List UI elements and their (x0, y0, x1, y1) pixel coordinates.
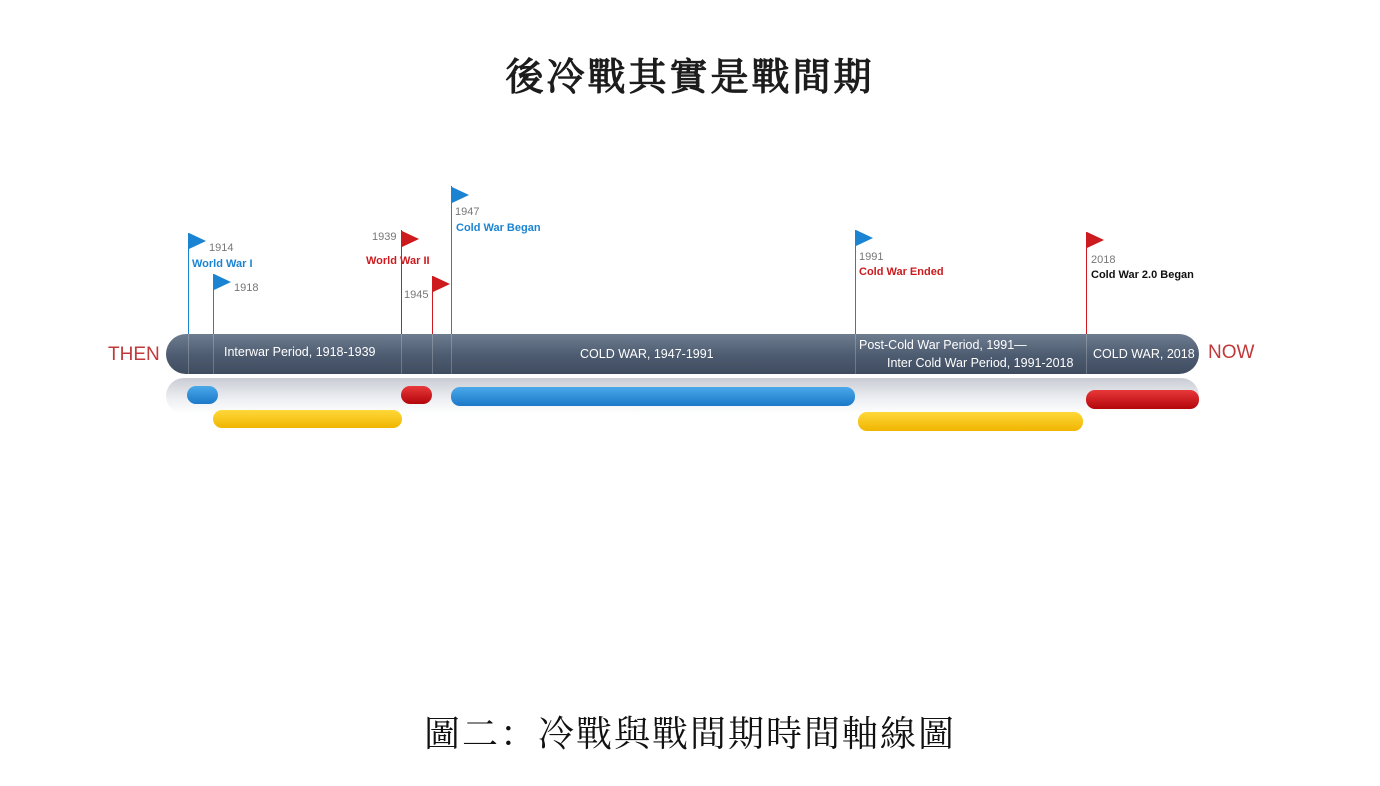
flag-icon (189, 233, 206, 249)
event-cold-war-ended: Cold War Ended (859, 266, 944, 278)
flag-icon (433, 276, 450, 292)
flag-icon (1087, 232, 1104, 248)
flag-icon (856, 230, 873, 246)
now-label: NOW (1208, 342, 1255, 363)
figure-caption: 圖二：冷戰與戰間期時間軸線圖 (423, 714, 956, 755)
year-1991: 1991 (859, 251, 884, 263)
timeline-divider (451, 334, 452, 374)
post-cold-war-period-label: Post-Cold War Period, 1991— (859, 338, 1027, 352)
timeline-divider (1086, 334, 1087, 374)
then-label: THEN (108, 344, 160, 365)
flag-icon (402, 231, 419, 247)
ww2-period-capsule (401, 386, 432, 404)
year-2018: 2018 (1091, 254, 1116, 266)
year-1947: 1947 (455, 206, 480, 218)
timeline-divider (855, 334, 856, 374)
year-1939: 1939 (372, 231, 397, 243)
cold-war-2018-label: COLD WAR, 2018 (1093, 347, 1195, 361)
timeline-divider (213, 334, 214, 374)
timeline-divider (188, 334, 189, 374)
event-cold-war-began: Cold War Began (456, 222, 541, 234)
year-1918: 1918 (234, 282, 259, 294)
page-title: 後冷戰其實是戰間期 (505, 54, 875, 99)
flag-pole-1947 (451, 186, 452, 334)
flag-icon (214, 274, 231, 290)
flag-icon (452, 187, 469, 203)
event-world-war-ii: World War II (366, 255, 430, 267)
inter-cold-war-period-capsule (858, 412, 1083, 431)
event-cold-war-2-began: Cold War 2.0 Began (1091, 269, 1194, 281)
interwar-period-label: Interwar Period, 1918-1939 (224, 345, 376, 359)
timeline-divider (401, 334, 402, 374)
timeline-divider (432, 334, 433, 374)
cold-war-period-label: COLD WAR, 1947-1991 (580, 347, 714, 361)
year-1945: 1945 (404, 289, 429, 301)
interwar-period-capsule (213, 410, 402, 428)
event-world-war-i: World War I (192, 258, 253, 270)
cold-war-2-period-capsule (1086, 390, 1199, 409)
inter-cold-war-period-label: Inter Cold War Period, 1991-2018 (887, 356, 1074, 370)
year-1914: 1914 (209, 242, 234, 254)
cold-war-period-capsule (451, 387, 855, 406)
ww1-period-capsule (187, 386, 218, 404)
